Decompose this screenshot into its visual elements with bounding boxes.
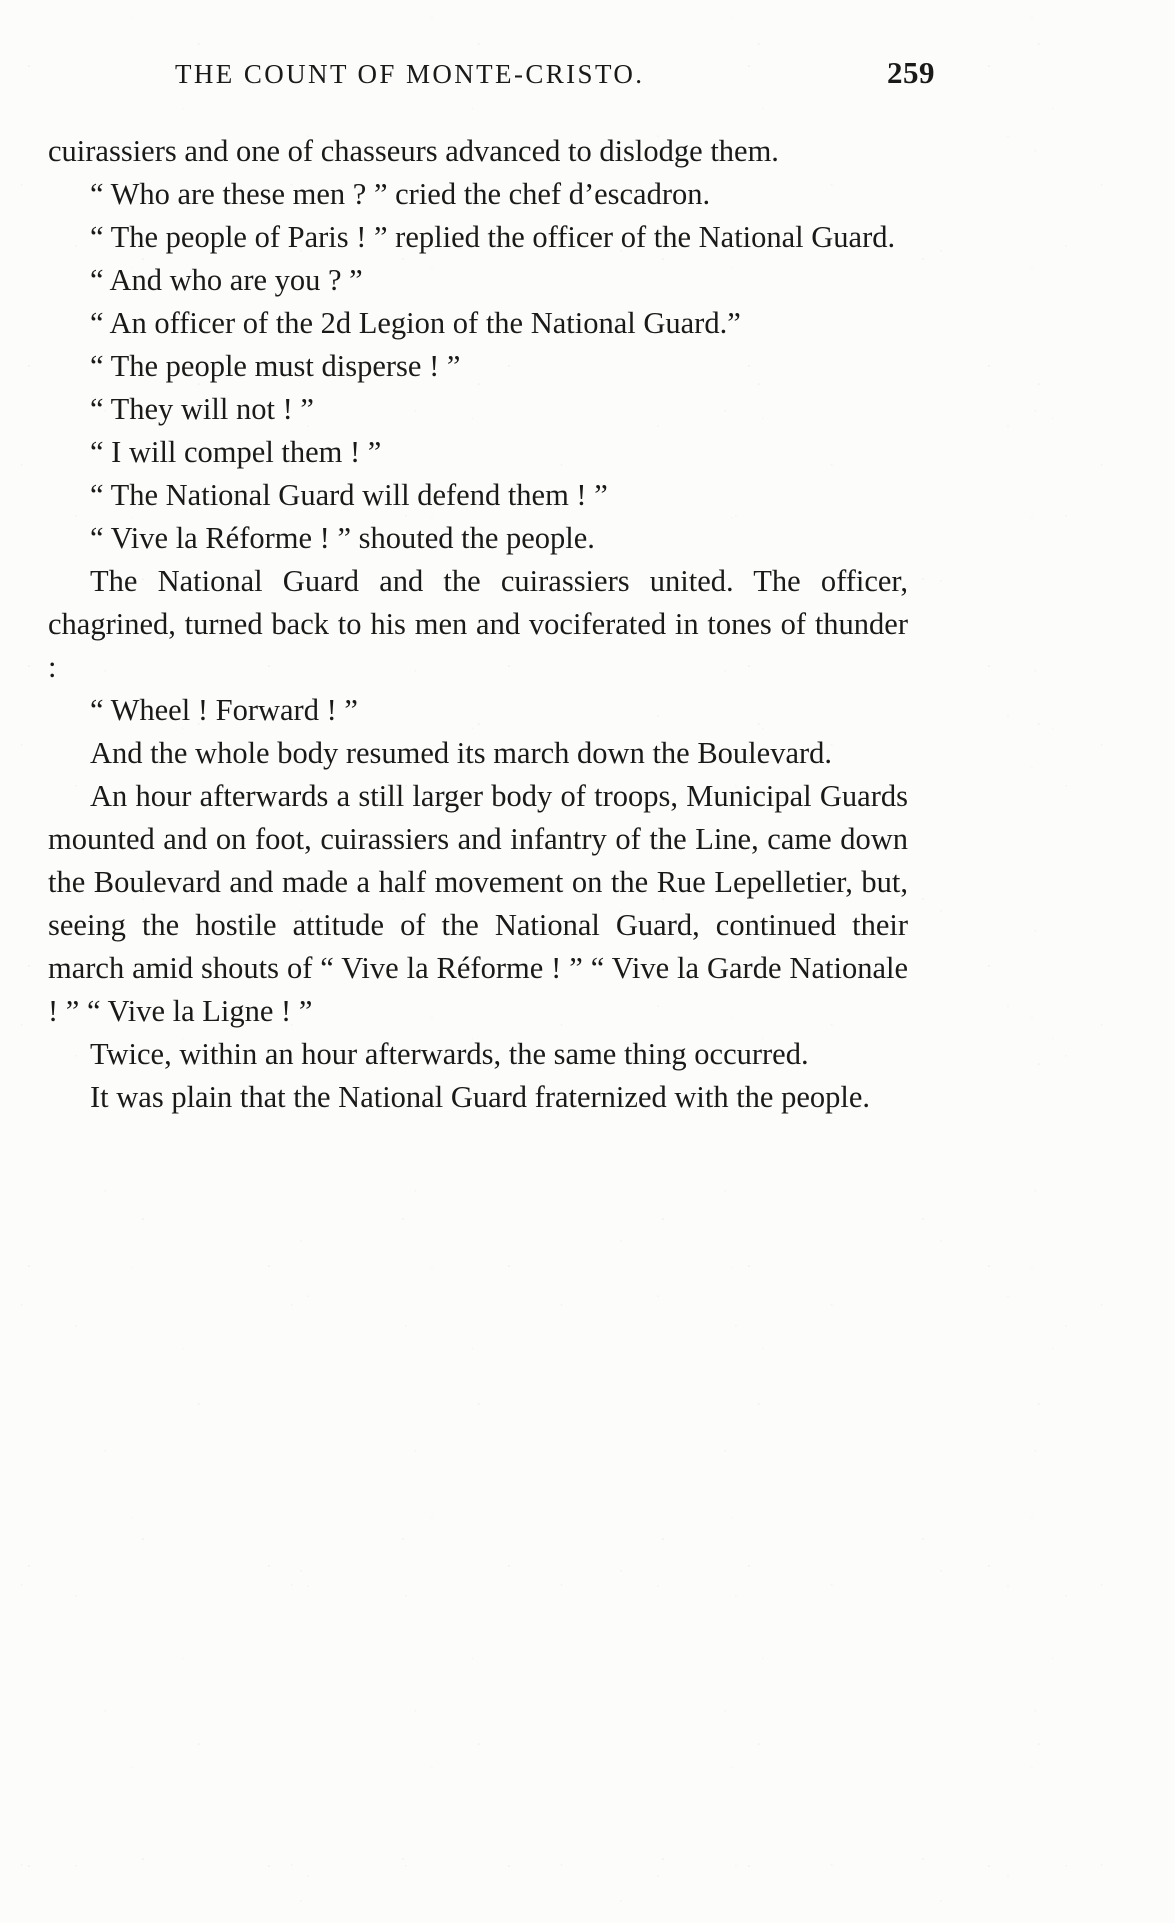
running-title: THE COUNT OF MONTE-CRISTO. [175,59,645,89]
paragraph: “ Vive la Réforme ! ” shouted the people. [90,521,595,555]
paragraph: “ I will compel them ! ” [90,435,382,469]
paragraph: “ Wheel ! Forward ! ” [90,693,358,727]
page-header [175,55,935,91]
body-text [48,130,908,1119]
paragraph: An hour afterwards a still larger body of troops, Municipal Guards mounted and on foot, cuirassiers and infantry of the Line, came down the Boulevard and made a half movement on the Rue Lepelletier, but, seeing the hostile attitude of the National Guard, continued their march amid shouts of “ Vive la Réforme ! ” “ Vive la Garde Nationale ! ” “ Vive la Ligne ! ” [48,779,908,1028]
paragraph: Twice, within an hour afterwards, the same thing occurred. [90,1037,809,1071]
paragraph: cuirassiers and one of chasseurs advanced to dislodge them. [48,134,779,168]
page-number: 259 [887,55,935,90]
paragraph: “ The people of Paris ! ” replied the officer of the National Guard. [90,220,896,254]
paragraph: “ They will not ! ” [90,392,314,426]
paragraph: “ And who are you ? ” [90,263,363,297]
paragraph: The National Guard and the cuirassiers united. The officer, chagrined, turned back to his men and vociferated in tones of thunder : [48,564,908,684]
paragraph: “ The National Guard will defend them ! ” [90,478,608,512]
paragraph: “ An officer of the 2d Legion of the National Guard.” [90,306,741,340]
paragraph: “ The people must disperse ! ” [90,349,461,383]
paragraph: “ Who are these men ? ” cried the chef d’escadron. [90,177,711,211]
paragraph: It was plain that the National Guard fraternized with the people. [90,1080,871,1114]
paragraph: And the whole body resumed its march down the Boulevard. [90,736,833,770]
